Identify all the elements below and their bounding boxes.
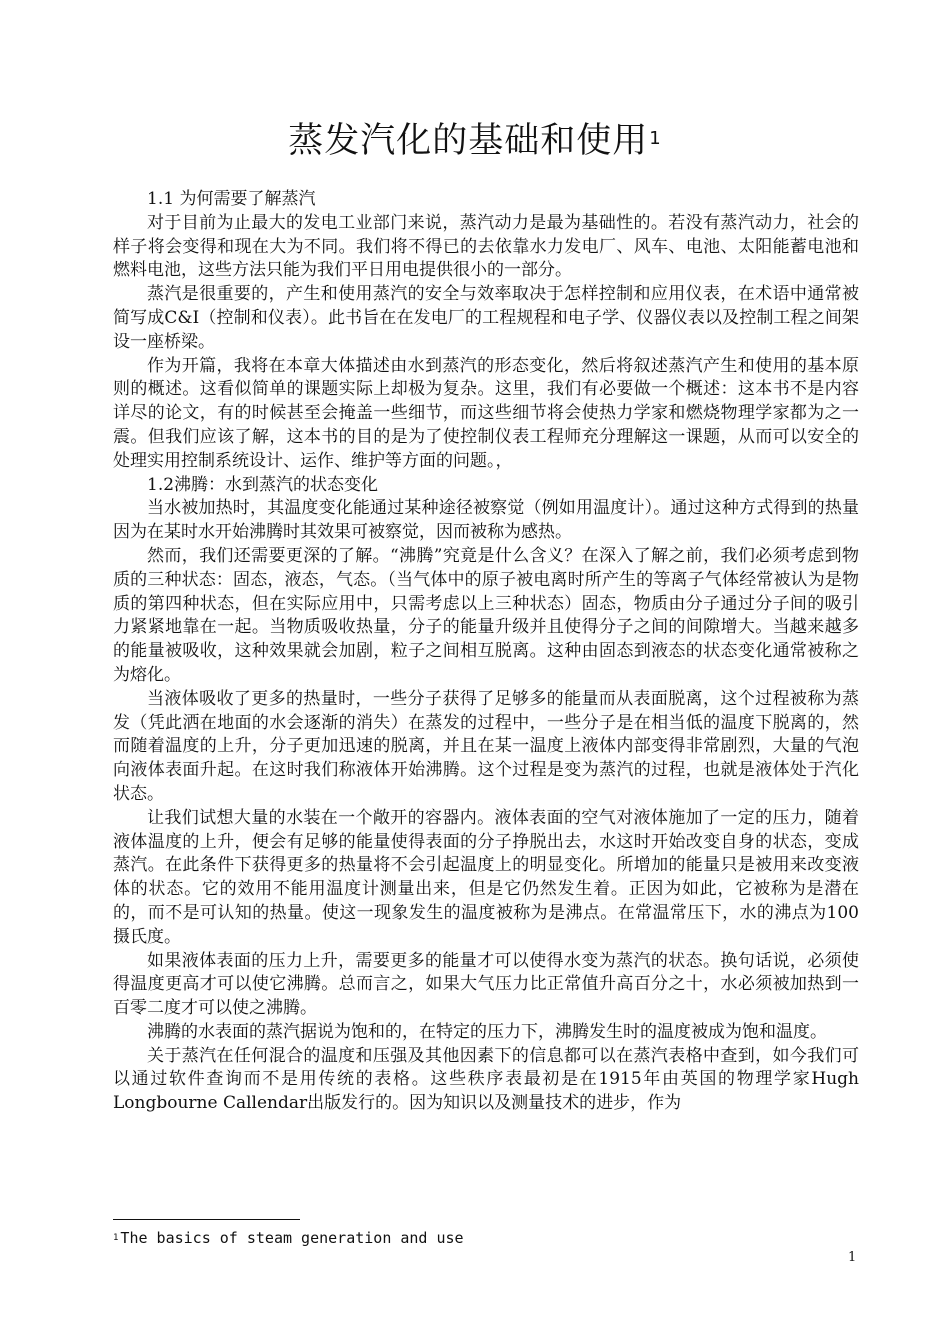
- footnote: [113, 1228, 464, 1248]
- paragraph: 当水被加热时，其温度变化能通过某种途径被察觉（例如用温度计）。通过这种方式得到的热量因为在某时水开始沸腾时其效果可被察觉，因而被称为感热。: [113, 498, 859, 543]
- paragraph: 然而，我们还需要更深的了解。“沸腾”究竟是什么含义？在深入了解之前，我们必须考虑到物质的三种状态：固态，液态，气态。（当气体中的原子被电离时所产生的等离子气体经常被认为是物质的第四种状态，但在实际应用中，只需考虑以上三种状态）固态，物质由分子通过分子间的吸引力紧紧地靠在一起。当物质吸收热量，分子的能量升级并且使得分子之间的间隙增大。当越来越多的能量被吸收，这种效果就会加剧，粒子之间相互脱离。这种由固态到液态的状态变化通常被称之为熔化。: [113, 545, 859, 685]
- body-text: [113, 188, 859, 1116]
- footnote-text: The basics of steam generation and use: [120, 1229, 464, 1247]
- paragraph: 作为开篇，我将在本章大体描述由水到蒸汽的形态变化，然后将叙述蒸汽产生和使用的基本原则的概述。这看似简单的课题实际上却极为复杂。这里，我们有必要做一个概述：这本书不是内容详尽的论文，有的时候甚至会掩盖一些细节，而这些细节将会使热力学家和燃烧物理学家都为之一震。但我们应该了解，这本书的目的是为了使控制仪表工程师充分理解这一课题，从而可以安全的处理实用控制系统设计、运作、维护等方面的问题。，: [113, 355, 859, 471]
- page-number: 1: [848, 1250, 857, 1265]
- paragraph: 沸腾的水表面的蒸汽据说为饱和的，在特定的压力下，沸腾发生时的温度被成为饱和温度。: [147, 1021, 827, 1042]
- title-footnote-mark[interactable]: 1: [649, 128, 662, 149]
- section-heading: 1.2沸腾：水到蒸汽的状态变化: [147, 474, 379, 495]
- footnote-mark: 1: [113, 1233, 119, 1243]
- paragraph: 让我们试想大量的水装在一个敞开的容器内。液体表面的空气对液体施加了一定的压力，随着液体温度的上升，便会有足够的能量使得表面的分子挣脱出去，水这时开始改变自身的状态，变成蒸汽。在此条件下获得更多的热量将不会引起温度上的明显变化。所增加的能量只是被用来改变液体的状态。它的效用不能用温度计测量出来，但是它仍然发生着。正因为如此，它被称为是潜在的，而不是可认知的热量。使这一现象发生的温度被称为是沸点。在常温常压下，水的沸点为100摄氏度。: [113, 807, 859, 947]
- paragraph: 当液体吸收了更多的热量时，一些分子获得了足够多的能量而从表面脱离，这个过程被称为蒸发（凭此洒在地面的水会逐渐的消失）在蒸发的过程中，一些分子是在相当低的温度下脱离的，然而随着温度的上升，分子更加迅速的脱离，并且在某一温度上液体内部变得非常剧烈，大量的气泡向液体表面升起。在这时我们称液体开始沸腾。这个过程是变为蒸汽的过程，也就是液体处于汽化状态。: [113, 688, 859, 804]
- page-title-text: 蒸发汽化的基础和使用: [288, 121, 649, 161]
- section-heading: 1.1 为何需要了解蒸汽: [147, 189, 316, 209]
- footnote-separator: [113, 1219, 300, 1220]
- page-title: [0, 118, 950, 164]
- paragraph: 如果液体表面的压力上升，需要更多的能量才可以使得水变为蒸汽的状态。换句话说，必须使得温度更高才可以使它沸腾。总而言之，如果大气压力比正常值升高百分之十，水必须被加热到一百零二度才可以使之沸腾。: [113, 950, 859, 1019]
- paragraph: 蒸汽是很重要的，产生和使用蒸汽的安全与效率取决于怎样控制和应用仪表，在术语中通常被简写成C&I（控制和仪表）。此书旨在在发电厂的工程规程和电子学、仪器仪表以及控制工程之间架设一座桥梁。: [113, 284, 859, 352]
- paragraph: 关于蒸汽在任何混合的温度和压强及其他因素下的信息都可以在蒸汽表格中查到，如今我们可以通过软件查询而不是用传统的表格。这些秩序表最初是在1915年由英国的物理学家Hugh Longbourne Callendar出版发行的。因为知识以及测量技术的进步，作为: [113, 1045, 859, 1114]
- paragraph: 对于目前为止最大的发电工业部门来说，蒸汽动力是最为基础性的。若没有蒸汽动力，社会的样子将会变得和现在大为不同。我们将不得已的去依靠水力发电厂、风车、电池、太阳能蓄电池和燃料电池，这些方法只能为我们平日用电提供很小的一部分。: [113, 212, 859, 281]
